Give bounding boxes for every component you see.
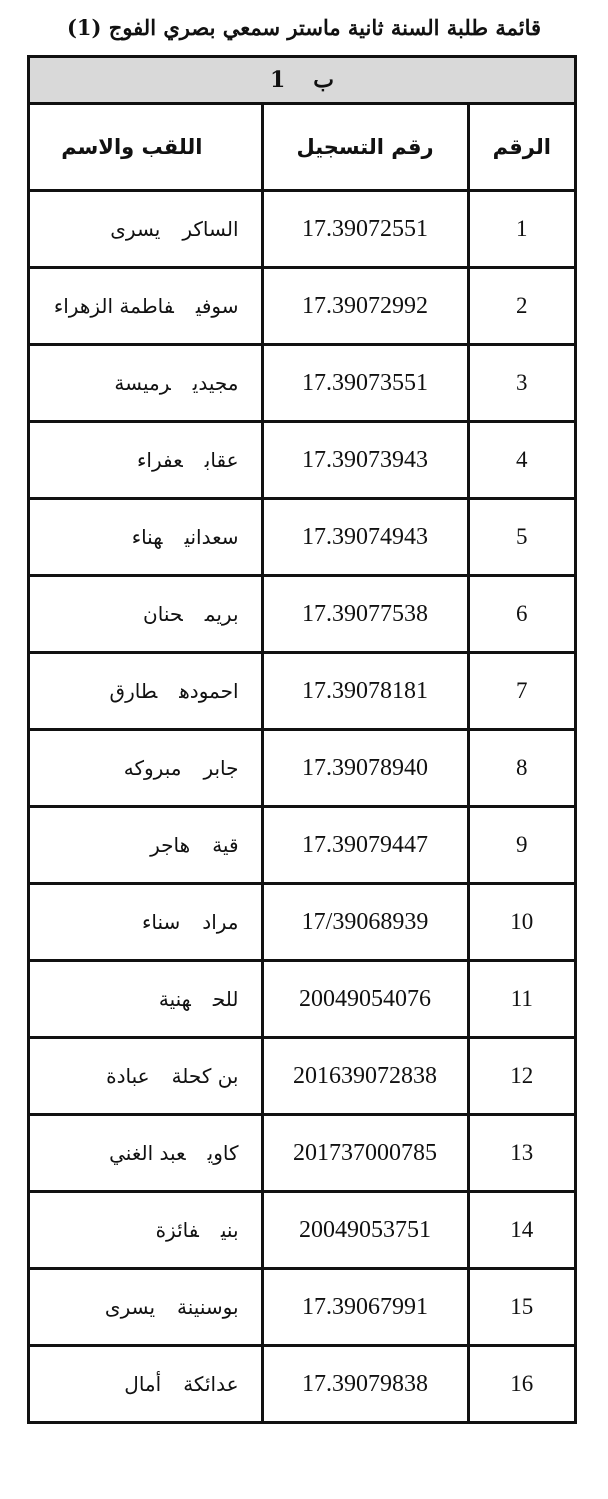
page-title: قائمة طلبة السنة ثانية ماستر سمعي بصري الفوج (1) — [66, 15, 542, 40]
table-row — [30, 268, 574, 345]
student-number: 14 — [468, 1192, 574, 1269]
registration-number: 17.39078181 — [262, 653, 468, 730]
family-name: عدائكة — [183, 1372, 239, 1396]
given-name: هنية — [158, 987, 191, 1011]
student-name — [30, 1038, 262, 1115]
given-name: يسرى — [104, 1295, 156, 1319]
student-number: 12 — [468, 1038, 574, 1115]
student-name — [30, 576, 262, 653]
table-row — [30, 1115, 574, 1192]
family-name: جابر — [203, 756, 239, 780]
family-name: للح — [212, 987, 239, 1011]
roster-grid — [30, 58, 574, 1421]
given-name: طارق — [109, 679, 158, 703]
registration-number: 17.39072551 — [262, 191, 468, 268]
group-number: 1 — [269, 67, 286, 93]
family-name: سوفي — [195, 294, 239, 318]
given-name: رميسة — [114, 371, 171, 395]
student-number: 7 — [468, 653, 574, 730]
student-number: 2 — [468, 268, 574, 345]
table-row — [30, 1192, 574, 1269]
roster-body — [30, 58, 574, 1421]
student-name — [30, 884, 262, 961]
family-name: عقاب — [204, 448, 239, 472]
given-name: عبد الغني — [109, 1141, 186, 1165]
table-row — [30, 191, 574, 268]
registration-number: 17.39073551 — [262, 345, 468, 422]
given-name: مبروكه — [123, 756, 182, 780]
table-row — [30, 345, 574, 422]
given-name: هناء — [131, 525, 163, 549]
family-name: احموده — [179, 679, 239, 703]
given-name: حنان — [143, 602, 183, 626]
table-row — [30, 1038, 574, 1115]
registration-number: 201737000785 — [262, 1115, 468, 1192]
table-row — [30, 884, 574, 961]
table-row — [30, 961, 574, 1038]
student-number: 16 — [468, 1346, 574, 1422]
student-name — [30, 653, 262, 730]
family-name: بريم — [204, 602, 239, 626]
header-registration: رقم التسجيل — [262, 104, 468, 191]
given-name: عبادة — [106, 1064, 150, 1088]
student-name — [30, 499, 262, 576]
student-name — [30, 1192, 262, 1269]
table-row — [30, 653, 574, 730]
family-name: بني — [220, 1218, 239, 1242]
student-number: 4 — [468, 422, 574, 499]
student-roster-table — [27, 55, 577, 1424]
student-name — [30, 1346, 262, 1422]
registration-number: 17.39072992 — [262, 268, 468, 345]
family-name: بن كحلة — [171, 1064, 239, 1088]
student-name — [30, 1269, 262, 1346]
family-name: الساكر — [182, 217, 239, 241]
student-number: 5 — [468, 499, 574, 576]
family-name: مراد — [202, 910, 239, 934]
registration-number: 17.39079447 — [262, 807, 468, 884]
registration-number: 17.39077538 — [262, 576, 468, 653]
table-row — [30, 1346, 574, 1422]
table-row — [30, 576, 574, 653]
registration-number: 17.39079838 — [262, 1346, 468, 1422]
student-number: 13 — [468, 1115, 574, 1192]
student-name — [30, 961, 262, 1038]
table-row — [30, 807, 574, 884]
given-name: سناء — [142, 910, 181, 934]
registration-number: 17.39067991 — [262, 1269, 468, 1346]
given-name: هاجر — [150, 833, 191, 857]
registration-number: 201639072838 — [262, 1038, 468, 1115]
student-number: 1 — [468, 191, 574, 268]
family-name: بوسنينة — [177, 1295, 239, 1319]
table-row — [30, 730, 574, 807]
student-name — [30, 191, 262, 268]
student-name — [30, 807, 262, 884]
table-row — [30, 1269, 574, 1346]
family-name: مجيدي — [192, 371, 239, 395]
given-name: فاطمة الزهراء — [53, 294, 174, 318]
given-name: فائزة — [155, 1218, 199, 1242]
registration-number: 17.39078940 — [262, 730, 468, 807]
student-number: 3 — [468, 345, 574, 422]
student-number: 8 — [468, 730, 574, 807]
family-name: سعداني — [184, 525, 239, 549]
given-name: أمال — [124, 1372, 162, 1396]
table-row — [30, 499, 574, 576]
family-name: قية — [212, 833, 239, 857]
table-row — [30, 422, 574, 499]
group-row — [30, 58, 574, 104]
student-name — [30, 730, 262, 807]
registration-number: 17/39068939 — [262, 884, 468, 961]
header-name: اللقب والاسم — [30, 104, 262, 191]
group-letter: ب — [313, 67, 335, 93]
header-number: الرقم — [468, 104, 574, 191]
student-name — [30, 345, 262, 422]
registration-number: 20049053751 — [262, 1192, 468, 1269]
student-name — [30, 268, 262, 345]
header-row — [30, 104, 574, 191]
family-name: كاوي — [207, 1141, 239, 1165]
student-name — [30, 1115, 262, 1192]
given-name: عفراء — [137, 448, 183, 472]
student-name — [30, 422, 262, 499]
registration-number: 17.39073943 — [262, 422, 468, 499]
student-number: 15 — [468, 1269, 574, 1346]
student-number: 9 — [468, 807, 574, 884]
group-label — [30, 58, 574, 104]
registration-number: 17.39074943 — [262, 499, 468, 576]
given-name: يسرى — [110, 217, 161, 241]
student-number: 11 — [468, 961, 574, 1038]
registration-number: 20049054076 — [262, 961, 468, 1038]
student-number: 10 — [468, 884, 574, 961]
student-number: 6 — [468, 576, 574, 653]
